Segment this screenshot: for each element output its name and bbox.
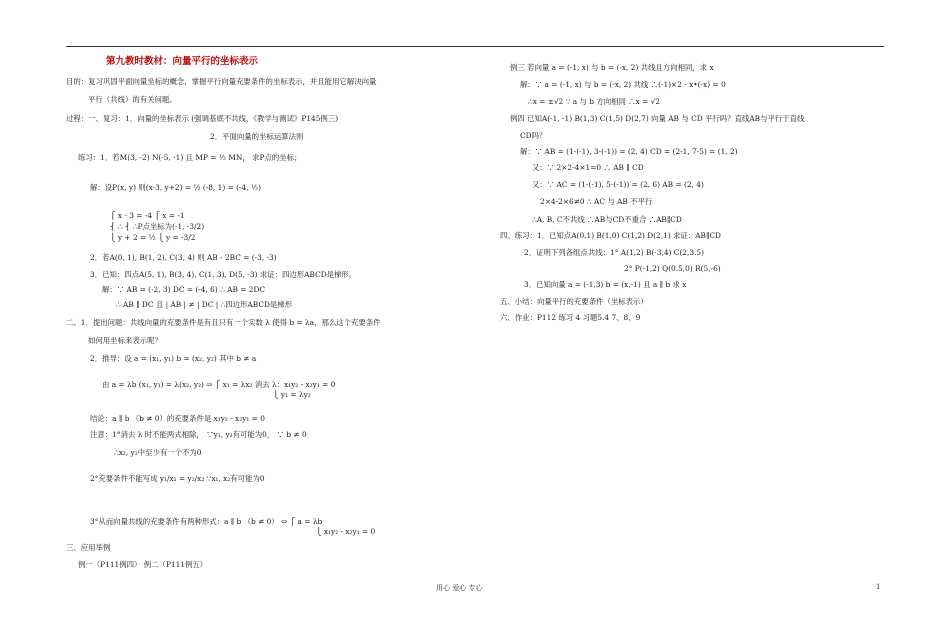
text-line-proc2: 2．平面向量的坐标运算法则 [210, 132, 304, 141]
text-line-der2: 由 a = λb (x₁, y₁) = λ(x₂, y₂) ⇒ ⎧ x₁ = λx₂ 消去 λ：x₁y₂ - x₂y₁ = 0 [102, 380, 336, 389]
text-line-app1: 例一（P111例四） 例二（P111例五） [78, 560, 208, 569]
text-line-concl: 结论：a ∥ b （b ≠ 0）的充要条件是 x₁y₂ - x₂y₁ = 0 [90, 414, 265, 423]
text-line-ex4f: 2×4-2×6≠0 ∴ AC 与 AB 不平行 [540, 197, 653, 206]
text-line-ex4a: 例四 已知A(-1, -1) B(1,3) C(1,5) D(2,7) 向量 AB 与 CD 平行吗？直线AB与平行于直线 [510, 114, 805, 123]
text-line-q1b: 如何用坐标来表示呢？ [88, 336, 162, 345]
header-rule [66, 46, 884, 47]
text-line-note1b: ∴x₂, y₂中至少有一个不为0 [114, 448, 202, 457]
text-line-ex3a: 例三 若向量 a = (-1, x) 与 b = (-x, 2) 共线且方向相同，求 x [510, 63, 714, 72]
text-line-ex4c: 解：∵ AB = (1-(-1), 3-(-1)) = (2, 4) CD = (2-1, 7-5) = (1, 2) [520, 147, 738, 156]
text-line-sum: 五、小结：向量平行的充要条件（坐标表示） [500, 297, 648, 306]
text-line-ex4b: CD吗？ [520, 131, 547, 140]
text-line-ex2: 2．若A(0, 1), B(1, 2), C(3, 4) 则 AB - 2BC = (-3, -3) [90, 253, 277, 262]
text-line-ex4e: 又：∵ AC = (1-(-1), 5-(-1)) = (2, 6) AB = (2, 4) [532, 180, 704, 189]
text-line-pr2b: 2° P(-1,2) Q(0.5,0) R(5,-6) [624, 264, 721, 273]
text-line-goal1: 目的：复习巩固平面向量坐标的概念，掌握平行向量充要条件的坐标表示，并且能用它解决向量 [66, 77, 377, 86]
text-line-note3b: ⎩ x₁y₂ - x₂y₁ = 0 [316, 527, 376, 536]
text-line-sys2: ⎨ ∴ ⎨ ∴P点坐标为(-1, -3/2) [110, 222, 205, 231]
text-line-pr2: 2．证明下列各组点共线：1° A(1,2) B(-3,4) C(2,3.5) [524, 248, 704, 257]
text-line-proc1: 过程：一、复习：1．向量的坐标表示 (强调基底不共线，《教学与测试》P145例三) [66, 114, 339, 123]
text-line-ex3s1: 解：∵ AB = (-2, 3) DC = (-4, 6) ∴ AB = 2DC [102, 285, 266, 294]
page-number: 1 [876, 583, 881, 591]
text-line-ex3b: 解：∵ a = (-1, x) 与 b = (-x, 2) 共线 ∴(-1)×2 - x•(-x) = 0 [520, 80, 726, 89]
text-line-ex3c: ∴x = ±√2 ∵ a 与 b 方向相同 ∴x = √2 [528, 97, 661, 106]
footer-text: 用心 爱心 专心 [436, 584, 483, 592]
text-line-goal2: 平行（共线）的有关问题。 [88, 95, 177, 104]
text-line-der2b: ⎩ y₁ = λy₂ [273, 390, 311, 399]
text-line-der1: 2．推导：设 a = (x₁, y₁) b = (x₂, y₂) 其中 b ≠ a [90, 354, 257, 363]
text-line-ex4d: 又：∵ 2×2-4×1=0 ∴ AB ∥ CD [532, 163, 644, 172]
text-line-ex3: 3．已知：四点A(5, 1), B(3, 4), C(1, 3), D(5, -3) 求证：四边形ABCD是梯形。 [90, 270, 357, 279]
text-line-q1: 二、1．提出问题：共线向量的充要条件是有且只有一个实数 λ 使得 b = λa，那么这个充要条件 [66, 318, 381, 327]
text-line-pr1: 四、练习：1．已知点A(0,1) B(1,0) C(1,2) D(2,1) 求证：AB∥CD [500, 231, 721, 240]
text-line-ex1: 练习：1．若M(3, -2) N(-5, -1) 且 MP = ½ MN， 求P点的坐标； [78, 153, 302, 162]
page-title: 第九教时教材：向量平行的坐标表示 [106, 56, 259, 67]
text-line-ex3s2: ∴ AB ∥ DC 且 | AB | ≠ | DC | ∴四边形ABCD是梯形 [116, 300, 293, 309]
text-line-sys1: ⎧ x - 3 = -4 ⎧ x = -1 [110, 211, 185, 220]
text-line-ex4g: ∴A, B, C不共线 ∴AB与CD不重合 ∴AB∥CD [532, 215, 682, 224]
text-line-note1: 注意：1°消去 λ 时不能两式相除， ∵y₁, y₂有可能为0， ∵ b ≠ 0 [90, 430, 307, 439]
text-line-sol1: 解：设P(x, y) 则(x-3, y+2) = ½ (-8, 1) = (-4, ½) [90, 183, 261, 192]
text-line-note2: 2°充要条件不能写成 y₁/x₁ = y₂/x₂ ∵x₁, x₂有可能为0 [90, 474, 265, 483]
text-line-hw: 六、作业：P112 练习 4 习题5.4 7、8、9 [500, 313, 641, 322]
text-line-sys3: ⎩ y + 2 = ½ ⎩ y = -3/2 [110, 233, 196, 242]
text-line-pr3: 3．已知向量 a = (-1,3) b = (x,-1) 且 a ∥ b 求 x [524, 280, 687, 289]
text-line-app: 三、应用举例 [66, 543, 111, 552]
text-line-note3: 3°从而向量共线的充要条件有两种形式：a ∥ b （b ≠ 0） ⇔ ⎧ a = λb [90, 517, 323, 526]
